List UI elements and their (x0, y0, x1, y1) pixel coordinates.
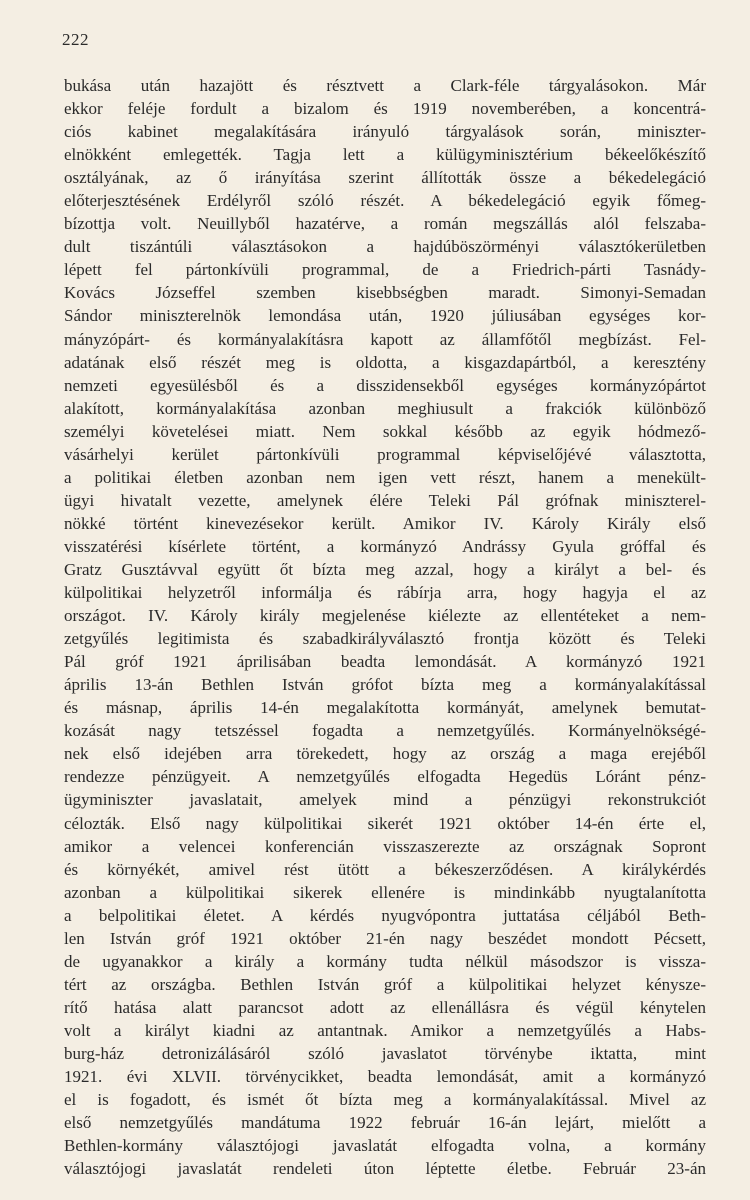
text-line: első nemzetgyűlés mandátuma 1922 február 16-án lejárt, mielőtt a (64, 1113, 706, 1133)
text-line: ciós kabinet megalakítására irányuló tárgyalások során, miniszter- (64, 122, 706, 142)
text-line: Gratz Gusztávval együtt őt bízta meg azzal, hogy a királyt a bel- és (64, 559, 706, 579)
text-line: bukása után hazajött és résztvett a Clark-féle tárgyalásokon. Már (64, 76, 706, 95)
text-line: választójogi javaslatát rendeleti úton léptette életbe. Február 23-án (64, 1159, 706, 1179)
text-line: országot. IV. Károly király megjelenése kiélezte az ellentéteket a nem- (64, 606, 706, 626)
text-line: és környékét, amivel rést ütött a békeszerződésen. A királykérdés (64, 859, 706, 879)
text-line: alakított, kormányalakítása azonban meghiusult a frakciók különböző (64, 398, 706, 418)
text-line: elnökként emlegették. Tagja lett a külügyminisztérium békeelőkészítő (64, 145, 706, 165)
text-line: személyi követelései miatt. Nem sokkal később az egyik hódmező- (64, 421, 706, 441)
text-line: osztályának, az ő irányítása szerint állították össze a békedelegáció (64, 168, 706, 188)
text-line: zetgyűlés legitimista és szabadkirályválasztó frontja között és Teleki (64, 629, 706, 649)
text-line: burg-ház detronizálásáról szóló javaslatot törvénybe iktatta, mint (64, 1043, 706, 1063)
text-line: visszatérési kísérlete történt, a kormányzó Andrássy Gyula gróffal és (64, 536, 706, 556)
text-line: nemzeti egyesülésből és a disszidensekből egységes kormányzópártot (64, 375, 706, 395)
text-line: a belpolitikai életet. A kérdés nyugvópontra juttatása céljából Beth- (64, 905, 706, 925)
text-line: amikor a velencei konferencián visszaszerezte az országnak Sopront (64, 836, 706, 856)
text-line: vásárhelyi kerület pártonkívüli programmal képviselőjévé választotta, (64, 444, 706, 464)
text-line: a politikai életben azonban nem igen vett részt, hanem a menekült- (64, 467, 706, 487)
text-line: ekkor feléje fordult a bizalom és 1919 novemberében, a koncentrá- (64, 99, 706, 119)
text-line: len István gróf 1921 október 21-én nagy beszédet mondott Pécsett, (64, 928, 706, 948)
text-line: Pál gróf 1921 áprilisában beadta lemondását. A kormányzó 1921 (64, 652, 706, 672)
text-line: rendezze pénzügyeit. A nemzetgyűlés elfogadta Hegedüs Lóránt pénz- (64, 767, 706, 787)
text-line: ügyminiszter javaslatait, amelyek mind a pénzügyi rekonstrukciót (64, 790, 706, 810)
text-line: nek első idejében arra törekedett, hogy az ország a maga erejéből (64, 744, 706, 764)
text-line: lépett fel pártonkívüli programmal, de a Friedrich-párti Tasnády- (64, 260, 706, 280)
text-line: ügyi hivatalt vezette, amelynek élére Teleki Pál grófnak miniszterel- (64, 490, 706, 510)
text-line: Kovács Józseffel szemben kisebbségben maradt. Simonyi-Semadan (64, 283, 706, 303)
text-line: Bethlen-kormány választójogi javaslatát elfogadta volna, a kormány (64, 1136, 706, 1156)
text-line: Sándor miniszterelnök lemondása után, 1920 júliusában egységes kor- (64, 306, 706, 326)
text-line: előterjesztésének Erdélyről szóló részét. A békedelegáció egyik főmeg- (64, 191, 706, 211)
text-line: de ugyanakkor a király a kormány tudta nélkül másodszor is vissza- (64, 951, 706, 971)
text-line: adatának első részét meg is oldotta, a kisgazdapártból, a keresztény (64, 352, 706, 372)
page-number: 222 (62, 30, 89, 49)
text-line: tért az országba. Bethlen István gróf a külpolitikai helyzet kénysze- (64, 974, 706, 994)
text-line: nökké történt kinevezésekor került. Amikor IV. Károly Király első (64, 513, 706, 533)
text-line: dult tiszántúli választásokon a hajdúböszörményi választókerületben (64, 237, 706, 257)
text-line: rítő hatása alatt parancsot adott az ellenállásra és végül kénytelen (64, 997, 706, 1017)
text-line: 1921. évi XLVII. törvénycikket, beadta lemondását, amit a kormányzó (64, 1067, 706, 1087)
text-line: volt a királyt kiadni az antantnak. Amikor a nemzetgyűlés a Habs- (64, 1020, 706, 1040)
text-line: mányzópárt- és kormányalakításra kapott az államfőtől megbízást. Fel- (64, 329, 706, 349)
text-line: kozását nagy tetszéssel fogadta a nemzetgyűlés. Kormányelnökségé- (64, 721, 706, 741)
text-line: és másnap, április 14-én megalakította kormányát, amelynek bemutat- (64, 698, 706, 718)
text-line: célozták. Első nagy külpolitikai sikerét 1921 október 14-én érte el, (64, 813, 706, 833)
text-line: azonban a külpolitikai sikerek ellenére is mindinkább nyugtalanította (64, 882, 706, 902)
text-line: külpolitikai helyzetről informálja és rábírja arra, hogy hagyja el az (64, 583, 706, 603)
text-line: bízottja volt. Neuillyből hazatérve, a román megszállás alól felszaba- (64, 214, 706, 234)
text-line: el is fogadott, és ismét őt bízta meg a kormányalakítással. Mivel az (64, 1090, 706, 1110)
body-text (64, 74, 706, 1180)
text-line: április 13-án Bethlen István grófot bízta meg a kormányalakítással (64, 675, 706, 695)
